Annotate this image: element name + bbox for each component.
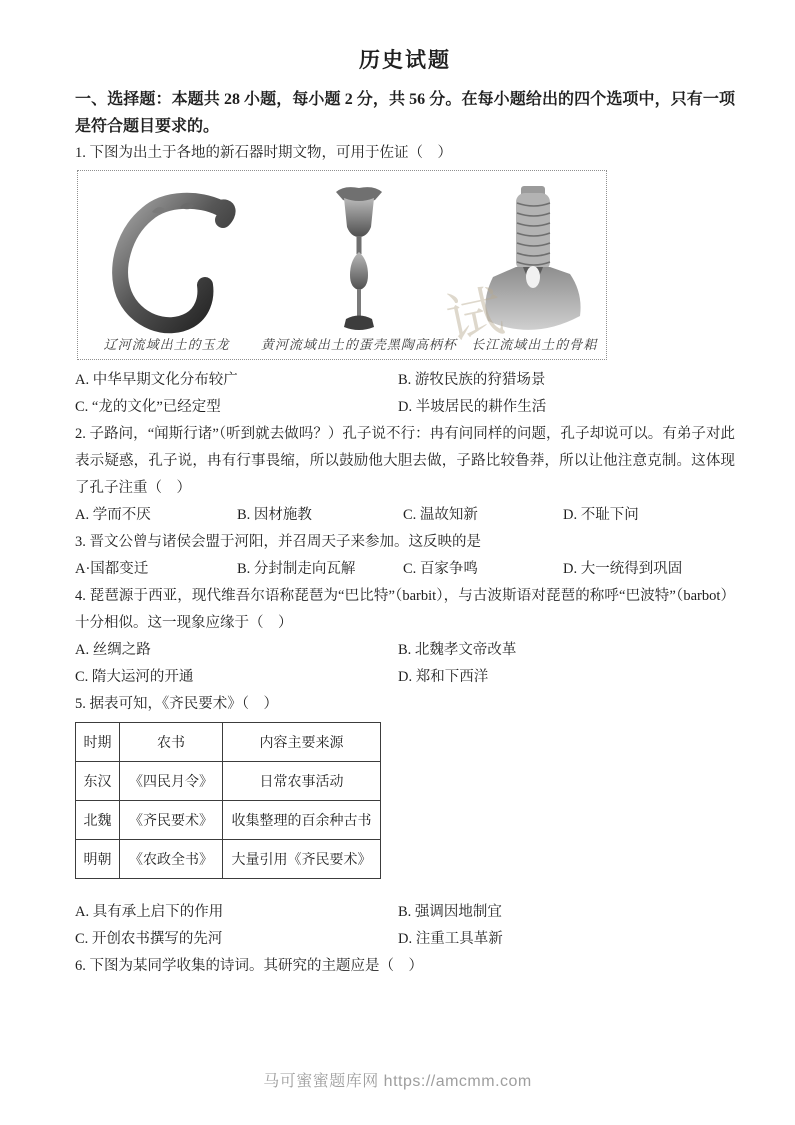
question-1-option-c: C. “龙的文化”已经定型 (75, 399, 221, 415)
table-cell: 日常农事活动 (223, 762, 381, 801)
section-instructions: 一、选择题：本题共 28 小题，每小题 2 分，共 56 分。在每小题给出的四个选项中，只有一项是符合题目要求的。 (75, 91, 735, 135)
table-cell: 东汉 (76, 762, 120, 801)
table-header-cell: 农书 (120, 723, 223, 762)
question-1-option-b: B. 游牧民族的狩猎场景 (398, 372, 546, 388)
question-4-option-b: B. 北魏孝文帝改革 (398, 642, 517, 658)
table-cell: 《四民月令》 (120, 762, 223, 801)
question-2-option-a: A. 学而不厌 (75, 507, 151, 523)
question-5-text: 5. 据表可知，《齐民要术》（ ） (75, 696, 278, 712)
question-5-option-c: C. 开创农书撰写的先河 (75, 931, 223, 947)
question-4-option-c: C. 隋大运河的开通 (75, 669, 194, 685)
question-1-option-d: D. 半坡居民的耕作生活 (398, 399, 547, 415)
table-header-row (76, 723, 381, 762)
watermark-glyph: 试 (441, 280, 509, 354)
figure-jade-dragon (78, 171, 255, 359)
question-3-option-b: B. 分封制走向瓦解 (237, 561, 356, 577)
table-cell: 《农政全书》 (120, 840, 223, 879)
table-cell: 大量引用《齐民要术》 (223, 840, 381, 879)
question-2-option-d: D. 不耻下问 (563, 507, 639, 523)
jade-dragon-image (92, 189, 242, 335)
question-2-text: 2. 子路问，“闻斯行诸”（听到就去做吗？）孔子说不行：冉有问同样的问题，孔子却说可以。有弟子对此表示疑惑，孔子说，冉有行事畏缩，所以鼓励他大胆去做，子路比较鲁莽，所以让他注意克制。这体现了孔子注重（ ） (75, 426, 735, 496)
question-5-options (75, 899, 735, 953)
question-4-option-a: A. 丝绸之路 (75, 642, 151, 658)
table-cell: 《齐民要术》 (120, 801, 223, 840)
question-3-option-a: A·国都变迁 (75, 561, 149, 577)
figure-pottery-goblet (255, 171, 462, 359)
table-header-cell: 时期 (76, 723, 120, 762)
pottery-goblet-image (324, 183, 394, 335)
question-5-option-a: A. 具有承上启下的作用 (75, 904, 224, 920)
question-3-text: 3. 晋文公曾与诸侯会盟于河阳，并召周天子来参加。这反映的是 (75, 534, 481, 550)
question-3-option-c: C. 百家争鸣 (403, 561, 478, 577)
question-4-option-d: D. 郑和下西洋 (398, 669, 489, 685)
question-5-table (75, 722, 381, 879)
table-cell: 北魏 (76, 801, 120, 840)
question-3-option-d: D. 大一统得到巩固 (563, 561, 683, 577)
page-title: 历史试题 (359, 48, 451, 72)
bone-spade-image (475, 183, 593, 335)
question-1-option-a: A. 中华早期文化分布较广 (75, 372, 238, 388)
question-5-option-d: D. 注重工具革新 (398, 931, 503, 947)
question-6-text: 6. 下图为某同学收集的诗词。其研究的主题应是（ ） (75, 958, 423, 974)
question-1-text: 1. 下图为出土于各地的新石器时期文物，可用于佐证（ ） (75, 145, 452, 161)
question-2-options (75, 502, 735, 529)
table-row (76, 762, 381, 801)
table-header-cell: 内容主要来源 (223, 723, 381, 762)
question-2-option-c: C. 温故知新 (403, 507, 478, 523)
question-5-option-b: B. 强调因地制宜 (398, 904, 502, 920)
question-1-figure-box (77, 170, 607, 360)
figure-caption-jade-dragon: 辽河流域出土的玉龙 (103, 337, 230, 352)
footer-site-watermark: 马可蜜蜜题库网 https://amcmm.com (263, 1073, 532, 1090)
table-cell: 收集整理的百余种古书 (223, 801, 381, 840)
table-row (76, 840, 381, 879)
table-row (76, 801, 381, 840)
table-cell: 明朝 (76, 840, 120, 879)
figure-caption-bone-spade: 长江流域出土的骨耜 (471, 337, 598, 352)
figure-caption-pottery-goblet: 黄河流域出土的蛋壳黑陶高柄杯 (260, 337, 457, 352)
figure-bone-spade (463, 171, 606, 359)
question-1-options (75, 367, 735, 421)
question-4-text: 4. 琵琶源于西亚，现代维吾尔语称琵琶为“巴比特”（barbit），与古波斯语对琵琶的称呼“巴波特”（barbot）十分相似。这一现象应缘于（ ） (75, 588, 735, 631)
question-2-option-b: B. 因材施教 (237, 507, 312, 523)
question-3-options (75, 556, 735, 583)
question-4-options (75, 637, 735, 691)
